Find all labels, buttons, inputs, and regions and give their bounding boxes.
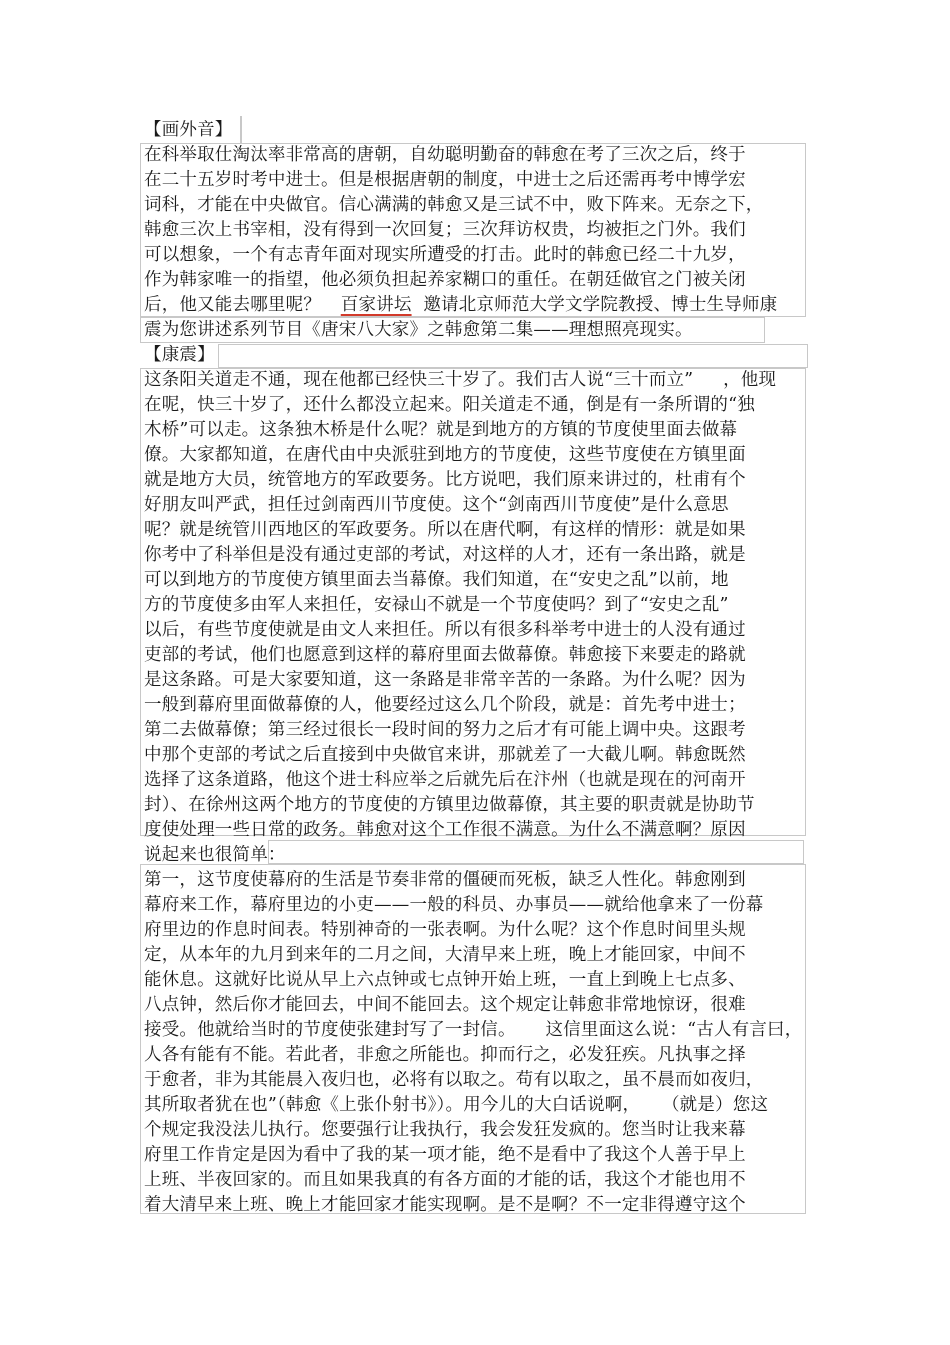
paragraph-line: 第一，这节度使幕府的生活是节奏非常的僵硬而死板，缺乏人性化。韩愈刚到	[144, 870, 746, 890]
paragraph-text: 接受。他就给当时的节度使张建封写了一封信。	[144, 1020, 516, 1040]
paragraph-line: 度使处理一些日常的政务。韩愈对这个工作很不满意。为什么不满意啊？原因	[144, 820, 746, 840]
paragraph-line	[144, 1018, 802, 1043]
paragraph-line: 在呢，快三十岁了，还什么都没立起来。阳关道走不通，倒是有一条所谓的“独	[144, 395, 755, 415]
paragraph-line: 僚。大家都知道，在唐代由中央派驻到地方的节度使，这些节度使在方镇里面	[144, 445, 746, 465]
paragraph-text: 其所取者犹在也”（韩愈《上张仆射书》）。用今儿的大白话说啊，	[144, 1095, 641, 1115]
paragraph-line: 在科举取仕淘汰率非常高的唐朝，自幼聪明勤奋的韩愈在考了三次之后，终于	[144, 145, 746, 165]
paragraph-line: 以后，有些节度使就是由文人来担任。所以有很多科举考中进士的人没有通过	[144, 620, 746, 640]
paragraph-line: 木桥”可以走。这条独木桥是什么呢？就是到地方的方镇的节度使里面去做幕	[144, 420, 738, 440]
paragraph-line: 上班、半夜回家的。而且如果我真的有各方面的才能的话，我这个才能也用不	[144, 1170, 746, 1190]
paragraph-line: 于愈者，非为其能晨入夜归也，必将有以取之。苟有以取之，虽不晨而如夜归，	[144, 1070, 764, 1090]
paragraph-text: 后，他又能去哪里呢？	[144, 295, 321, 315]
paragraph-line: 韩愈三次上书宰相，没有得到一次回复；三次拜访权贵，均被拒之门外。我们	[144, 220, 746, 240]
paragraph-text: ，他现	[723, 370, 777, 390]
paragraph-line: 说起来也很简单：	[144, 845, 286, 865]
paragraph-line: 是这条路。可是大家要知道，这一条路是非常辛苦的一条路。为什么呢？因为	[144, 670, 746, 690]
paragraph-line: 定，从本年的九月到来年的二月之间，大清早来上班，晚上才能回家，中间不	[144, 945, 746, 965]
program-name-link[interactable]: 百家讲坛	[340, 295, 412, 315]
paragraph-text: 这信里面这么说：“古人有言曰，	[545, 1020, 803, 1040]
paragraph-line: 好朋友叫严武，担任过剑南西川节度使。这个“剑南西川节度使”是什么意思	[144, 495, 729, 515]
paragraph-line: 幕府来工作，幕府里边的小吏——一般的科员、办事员——就给他拿来了一份幕	[144, 895, 764, 915]
paragraph-line	[144, 293, 777, 318]
paragraph-line: 府里工作肯定是因为看中了我的某一项才能，绝不是看中了我这个人善于早上	[144, 1145, 746, 1165]
paragraph-line: 一般到幕府里面做幕僚的人，他要经过这么几个阶段，就是：首先考中进士；	[144, 695, 746, 715]
paragraph-line: 着大清早来上班、晚上才能回家才能实现啊。是不是啊？不一定非得遵守这个	[144, 1195, 746, 1215]
speaker-frame	[218, 344, 808, 368]
paragraph-line: 中那个吏部的考试之后直接到中央做官来讲，那就差了一大截儿啊。韩愈既然	[144, 745, 746, 765]
paragraph-line: 府里边的作息时间表。特别神奇的一张表啊。为什么呢？这个作息时间里头规	[144, 920, 746, 940]
paragraph-text: 这条阳关道走不通，现在他都已经快三十岁了。我们古人说“三十而立”	[144, 370, 694, 390]
paragraph-line: 个规定我没法儿执行。您要强行让我执行，我会发狂发疯的。您当时让我来幕	[144, 1120, 746, 1140]
paragraph-line: 八点钟，然后你才能回去，中间不能回去。这个规定让韩愈非常地惊讶，很难	[144, 995, 746, 1015]
paragraph-line: 人各有能有不能。若此者，非愈之所能也。抑而行之，必发狂疾。凡执事之择	[144, 1045, 746, 1065]
paragraph-line: 可以想象，一个有志青年面对现实所遭受的打击。此时的韩愈已经二十九岁，	[144, 245, 746, 265]
paragraph-line: 就是地方大员，统管地方的军政要务。比方说吧，我们原来讲过的，杜甫有个	[144, 470, 746, 490]
paragraph-line: 封）、在徐州这两个地方的节度使的方镇里边做幕僚，其主要的职责就是协助节	[144, 795, 755, 815]
section-heading-narration: 【画外音】	[144, 120, 233, 140]
paragraph-line: 可以到地方的节度使方镇里面去当幕僚。我们知道，在“安史之乱”以前，地	[144, 570, 729, 590]
paragraph-line	[144, 1093, 768, 1118]
paragraph-line: 第二去做幕僚；第三经过很长一段时间的努力之后才有可能上调中央。这跟考	[144, 720, 746, 740]
paragraph-line: 在二十五岁时考中进士。但是根据唐朝的制度，中进士之后还需再考中博学宏	[144, 170, 746, 190]
paragraph-line: 震为您讲述系列节目《唐宋八大家》之韩愈第二集——理想照亮现实。	[144, 320, 693, 340]
section-heading-speaker: 【康震】	[144, 345, 215, 365]
paragraph-text: 邀请北京师范大学文学院教授、博士生导师康	[423, 295, 778, 315]
heading-frame	[240, 116, 242, 144]
paragraph-line: 选择了这条道路，他这个进士科应举之后就先后在汴州（也就是现在的河南开	[144, 770, 746, 790]
paragraph-line: 你考中了科举但是没有通过吏部的考试，对这样的人才，还有一条出路，就是	[144, 545, 746, 565]
paragraph-line: 作为韩家唯一的指望，他必须负担起养家糊口的重任。在朝廷做官之门被关闭	[144, 270, 746, 290]
paragraph-line: 吏部的考试，他们也愿意到这样的幕府里面去做幕僚。韩愈接下来要走的路就	[144, 645, 746, 665]
paragraph-line: 词科，才能在中央做官。信心满满的韩愈又是三试不中，败下阵来。无奈之下，	[144, 195, 764, 215]
paragraph-line: 呢？就是统管川西地区的军政要务。所以在唐代啊，有这样的情形：就是如果	[144, 520, 746, 540]
paragraph-line	[144, 368, 776, 393]
paragraph-text: （就是）您这	[661, 1095, 769, 1115]
colon-line-frame	[268, 840, 804, 864]
paragraph-line: 能休息。这就好比说从早上六点钟或七点钟开始上班，一直上到晚上七点多、	[144, 970, 746, 990]
paragraph-line: 方的节度使多由军人来担任，安禄山不就是一个节度使吗？到了“安史之乱”	[144, 595, 729, 615]
